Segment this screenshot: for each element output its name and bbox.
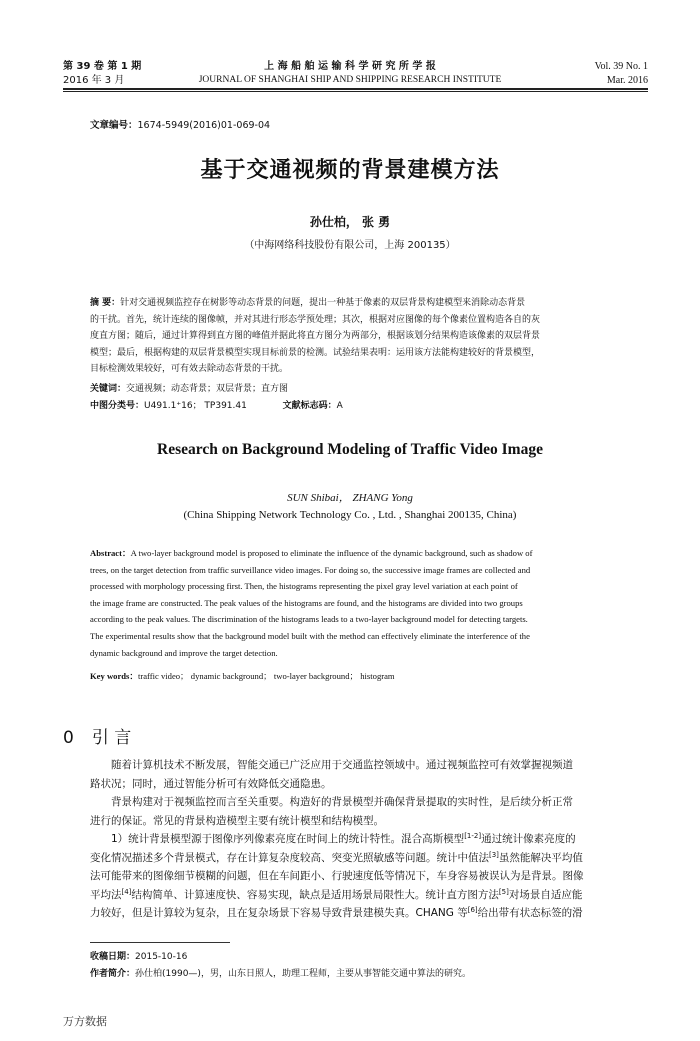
watermark: 万方数据 xyxy=(63,1015,107,1028)
abstract-cn-line-4: 模型；最后，根据构建的双层背景模型实现目标前景的检测。试验结果表明：运用该方法能构建较好的背景模型， xyxy=(90,347,541,358)
section-title: 引 言 xyxy=(91,728,132,748)
keywords-en-value: traffic video； dynamic background； two-layer background； histogram xyxy=(137,671,395,681)
journal-title-en: JOURNAL OF SHANGHAI SHIP AND SHIPPING RESEARCH INSTITUTE xyxy=(198,75,502,85)
body-p3-line-1b: 通过统计像素亮度的 xyxy=(481,833,576,845)
affiliation-en: (China Shipping Network Technology Co. , Ltd. , Shanghai 200135, China) xyxy=(183,509,517,521)
body-p1-line-2: 路状况；同时，通过智能分析可有效降低交通隐患。 xyxy=(90,777,332,790)
abstract-en-line-6: The experimental results show that the background model built with the method can effectively eliminate the interference of the xyxy=(90,630,530,641)
abstract-en-line-4: the image frame are constructed. The peak values of the histograms are found, and the histograms are divided into two groups xyxy=(90,597,523,608)
abstract-cn-line-1: 针对交通视频监控存在树影等动态背景的问题，提出一种基于像素的双层背景构建模型来消除动态背景 xyxy=(120,298,526,308)
abstract-en xyxy=(90,545,645,661)
citation-1-2: [1-2] xyxy=(464,832,482,840)
abstract-en-label: Abstract： xyxy=(90,548,131,558)
body-p3-line-4c: 对场景自适应能 xyxy=(508,888,583,901)
classification-value: U491.1⁺16； TP391.41 xyxy=(144,401,247,411)
article-number-label: 文章编号： xyxy=(90,120,138,131)
body-p3-line-3: 法可能带来的图像细节模糊的问题，但在车间距小、行驶速度低等情况下，车身容易被误认为是背景。图像 xyxy=(90,870,584,882)
footnote-rule xyxy=(90,942,230,943)
citation-4: [4] xyxy=(121,887,132,896)
body-p3-line-5b: 给出带有状态标签的滑 xyxy=(477,907,583,919)
author-bio-label: 作者简介： xyxy=(90,969,136,979)
header-rule-thin xyxy=(63,91,648,92)
authors-en: SUN Shibai， ZHANG Yong xyxy=(287,492,413,504)
document-code-label: 文献标志码： xyxy=(282,401,337,411)
abstract-cn xyxy=(90,295,645,378)
volume-issue-en: Vol. 39 No. 1 xyxy=(594,61,648,72)
body-p1-line-1: 随着计算机技术不断发展，智能交通已广泛应用于交通监控领域中。通过视频监控可有效掌握视频道 xyxy=(111,759,573,771)
keywords-cn-value: 交通视频；动态背景；双层背景；直方图 xyxy=(126,384,289,394)
received-value: 2015-10-16 xyxy=(135,952,188,962)
classification-line xyxy=(90,398,645,415)
body-p3-line-2a: 变化情况描述多个背景模式，存在计算复杂度较高、突变光照敏感等问题。统计中值法 xyxy=(90,851,489,864)
affiliation-cn: （中海网络科技股份有限公司，上海 200135） xyxy=(244,240,456,251)
received-label: 收稿日期： xyxy=(90,952,136,962)
author-bio-value: 孙仕柏(1990—)，男，山东日照人，助理工程师，主要从事智能交通中算法的研究。 xyxy=(135,969,471,979)
keywords-cn xyxy=(90,381,645,398)
classification-label: 中图分类号： xyxy=(90,401,145,411)
abstract-cn-label: 摘 要： xyxy=(90,298,121,308)
page-title-en: Research on Background Modeling of Traffic Video Image xyxy=(157,441,543,458)
section-number: 0 xyxy=(63,728,74,748)
citation-5: [5] xyxy=(498,887,509,896)
keywords-en xyxy=(90,668,645,685)
footnote-author xyxy=(90,966,471,979)
abstract-en-line-5: according to the peak values. The discrimination of the histograms leads to a two-layer background model for detecting targets. xyxy=(90,614,528,625)
authors-cn: 孙仕柏， 张 勇 xyxy=(309,215,391,229)
body-p3-line-4b: 结构简单、计算速度快、容易实现，缺点是适用场景局限性大。统计直方图方法 xyxy=(131,888,499,901)
page-title-cn: 基于交通视频的背景建模方法 xyxy=(200,158,500,183)
body-p3-line-1a: 1）统计背景模型源于图像序列像素亮度在时间上的统计特性。混合高斯模型 xyxy=(111,833,465,845)
article-number-value: 1674-5949(2016)01-069-04 xyxy=(137,120,271,131)
citation-3: [3] xyxy=(489,850,499,859)
body-p2-line-1: 背景构建对于视频监控而言至关重要。构造好的背景模型并确保背景提取的实时性，是后续分析正常 xyxy=(111,796,573,808)
body-p3-line-5a: 力较好，但是计算较为复杂，且在复杂场景下容易导致背景建模失真。CHANG 等 xyxy=(90,907,468,919)
abstract-en-line-1: A two-layer background model is proposed to eliminate the influence of the dynamic background, such as shadow of xyxy=(130,548,533,558)
journal-title-cn: 上 海 船 舶 运 输 科 学 研 究 所 学 报 xyxy=(264,61,436,72)
body-paragraph-3 xyxy=(90,830,645,923)
footnote-received xyxy=(90,949,187,962)
body-p3-line-2b: 虽然能解决平均值 xyxy=(498,851,583,864)
abstract-en-line-7: dynamic background and improve the target detection. xyxy=(90,647,278,658)
body-paragraph-2 xyxy=(90,793,645,830)
keywords-en-label: Key words： xyxy=(90,671,138,681)
abstract-cn-line-2: 的干扰。首先，统计连续的图像帧，并对其进行形态学预处理；其次，根据对应图像的每个像素位置构造各自的灰 xyxy=(90,314,541,325)
abstract-en-line-2: trees, on the target detection from traffic surveillance video images. For doing so, the successive image frames are collected and xyxy=(90,564,531,575)
abstract-cn-line-5: 目标检测效果较好，可有效去除动态背景的干扰。 xyxy=(90,364,289,374)
document-code-value: A xyxy=(336,401,343,411)
body-paragraph-1 xyxy=(90,756,645,793)
keywords-cn-label: 关键词： xyxy=(90,384,127,394)
volume-issue-cn: 第 39 卷 第 1 期 xyxy=(63,61,142,72)
abstract-cn-line-3: 度直方图；随后，通过计算得到直方图的峰值并据此将直方图分为两部分，根据该划分结果构造该像素的双层背景 xyxy=(90,331,541,341)
abstract-en-line-3: processed with morphology processing first. Then, the histograms representing the pixel gray level variation at each point of xyxy=(90,581,518,592)
citation-6: [6] xyxy=(467,906,478,914)
date-en: Mar. 2016 xyxy=(606,75,648,86)
article-number xyxy=(90,117,270,131)
body-p2-line-2: 进行的保证。常见的背景构造模型主要有统计模型和结构模型。 xyxy=(90,814,384,827)
header-rule-thick xyxy=(63,88,648,90)
body-p3-line-4a: 平均法 xyxy=(90,888,122,901)
section-heading xyxy=(63,723,131,748)
date-cn: 2016 年 3 月 xyxy=(63,75,125,86)
